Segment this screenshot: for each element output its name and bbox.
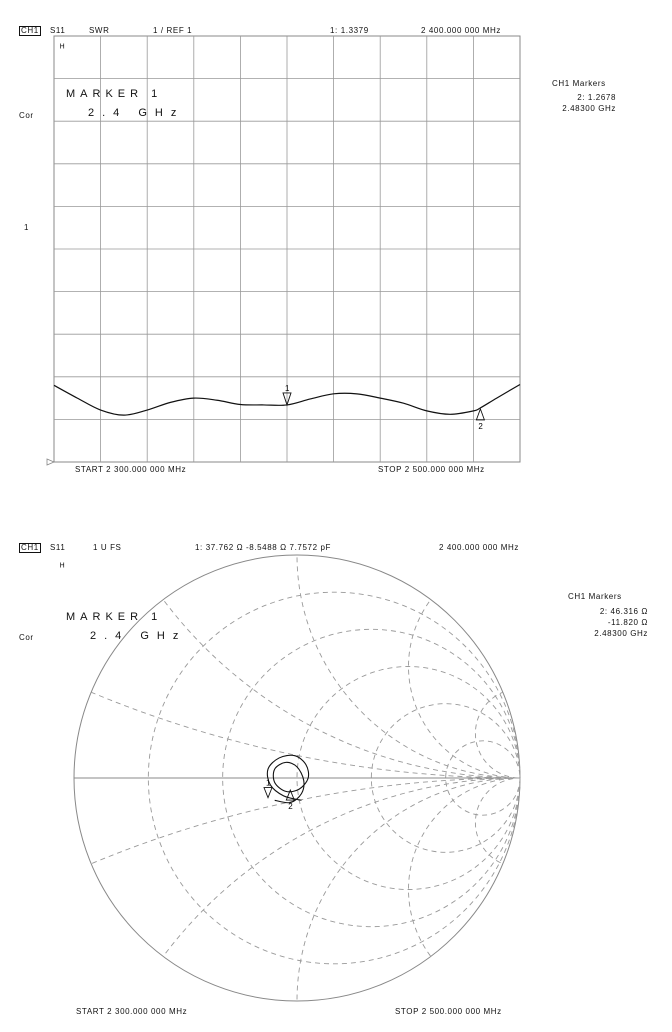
start-label-1: START 2 300.000 000 MHz — [75, 465, 187, 474]
scale-label-1: 1 / REF 1 — [153, 26, 193, 35]
swr-markers — [283, 384, 484, 431]
format-label-1: SWR — [89, 26, 110, 35]
side-title-2: CH1 Markers — [568, 592, 622, 601]
smith-markers — [264, 779, 294, 811]
side-line-1b: 2.48300 GHz — [562, 104, 616, 113]
side-line-2b: -11.820 Ω — [607, 618, 648, 627]
smith-reactance-arc-lower — [74, 778, 672, 1032]
stop-label-1: STOP 2 500.000 000 MHz — [378, 465, 485, 474]
smith-reactance-arc-upper — [409, 555, 632, 778]
marker-title-1: MARKER 1 — [66, 88, 163, 100]
marker-1-label: 1 — [285, 383, 290, 393]
marker-freq-1: 2 400.000 000 MHz — [421, 26, 502, 35]
side-line-2c: 2.48300 GHz — [594, 629, 648, 638]
smith-marker-2-label: 2 — [288, 802, 293, 812]
hold-symbol-1: ᴴ — [60, 43, 65, 54]
marker-title-2: MARKER 1 — [66, 611, 163, 623]
param-label-1: S11 — [50, 26, 66, 35]
marker-2-label: 2 — [478, 421, 483, 431]
hold-symbol-2: ᴴ — [60, 562, 65, 573]
param-label-2: S11 — [50, 543, 66, 552]
ref-label-1: 1 — [24, 223, 30, 232]
side-line-1a: 2: 1.2678 — [577, 93, 616, 102]
side-line-2a: 2: 46.316 Ω — [599, 607, 648, 616]
stop-label-2: STOP 2 500.000 000 MHz — [395, 1007, 502, 1016]
marker-value-1: 2.4 GHz — [88, 107, 185, 119]
channel-box-2: CH1 — [21, 543, 39, 552]
channel-box-1: CH1 — [21, 26, 39, 35]
format-label-2: 1 U FS — [93, 543, 122, 552]
smith-marker-1-label: 1 — [266, 778, 271, 788]
swr-grid — [47, 36, 520, 465]
start-label-2: START 2 300.000 000 MHz — [76, 1007, 188, 1016]
reference-pointer — [47, 459, 54, 465]
marker-readout-1: 1: 1.3379 — [330, 26, 369, 35]
smith-marker-1-triangle — [264, 788, 272, 798]
marker-readout-2: 1: 37.762 Ω -8.5488 Ω 7.7572 pF — [195, 543, 331, 552]
marker-freq-2: 2 400.000 000 MHz — [439, 543, 520, 552]
side-title-1: CH1 Markers — [552, 79, 606, 88]
smith-reactance-arc-lower — [0, 778, 672, 1032]
marker-value-2: 2.4 GHz — [90, 630, 187, 642]
cor-label-1: Cor — [19, 111, 34, 120]
smith-reactance-arc-lower — [409, 778, 632, 1001]
smith-reactance-arc-upper — [297, 332, 672, 778]
marker-2-triangle — [476, 409, 484, 420]
cor-label-2: Cor — [19, 633, 34, 642]
